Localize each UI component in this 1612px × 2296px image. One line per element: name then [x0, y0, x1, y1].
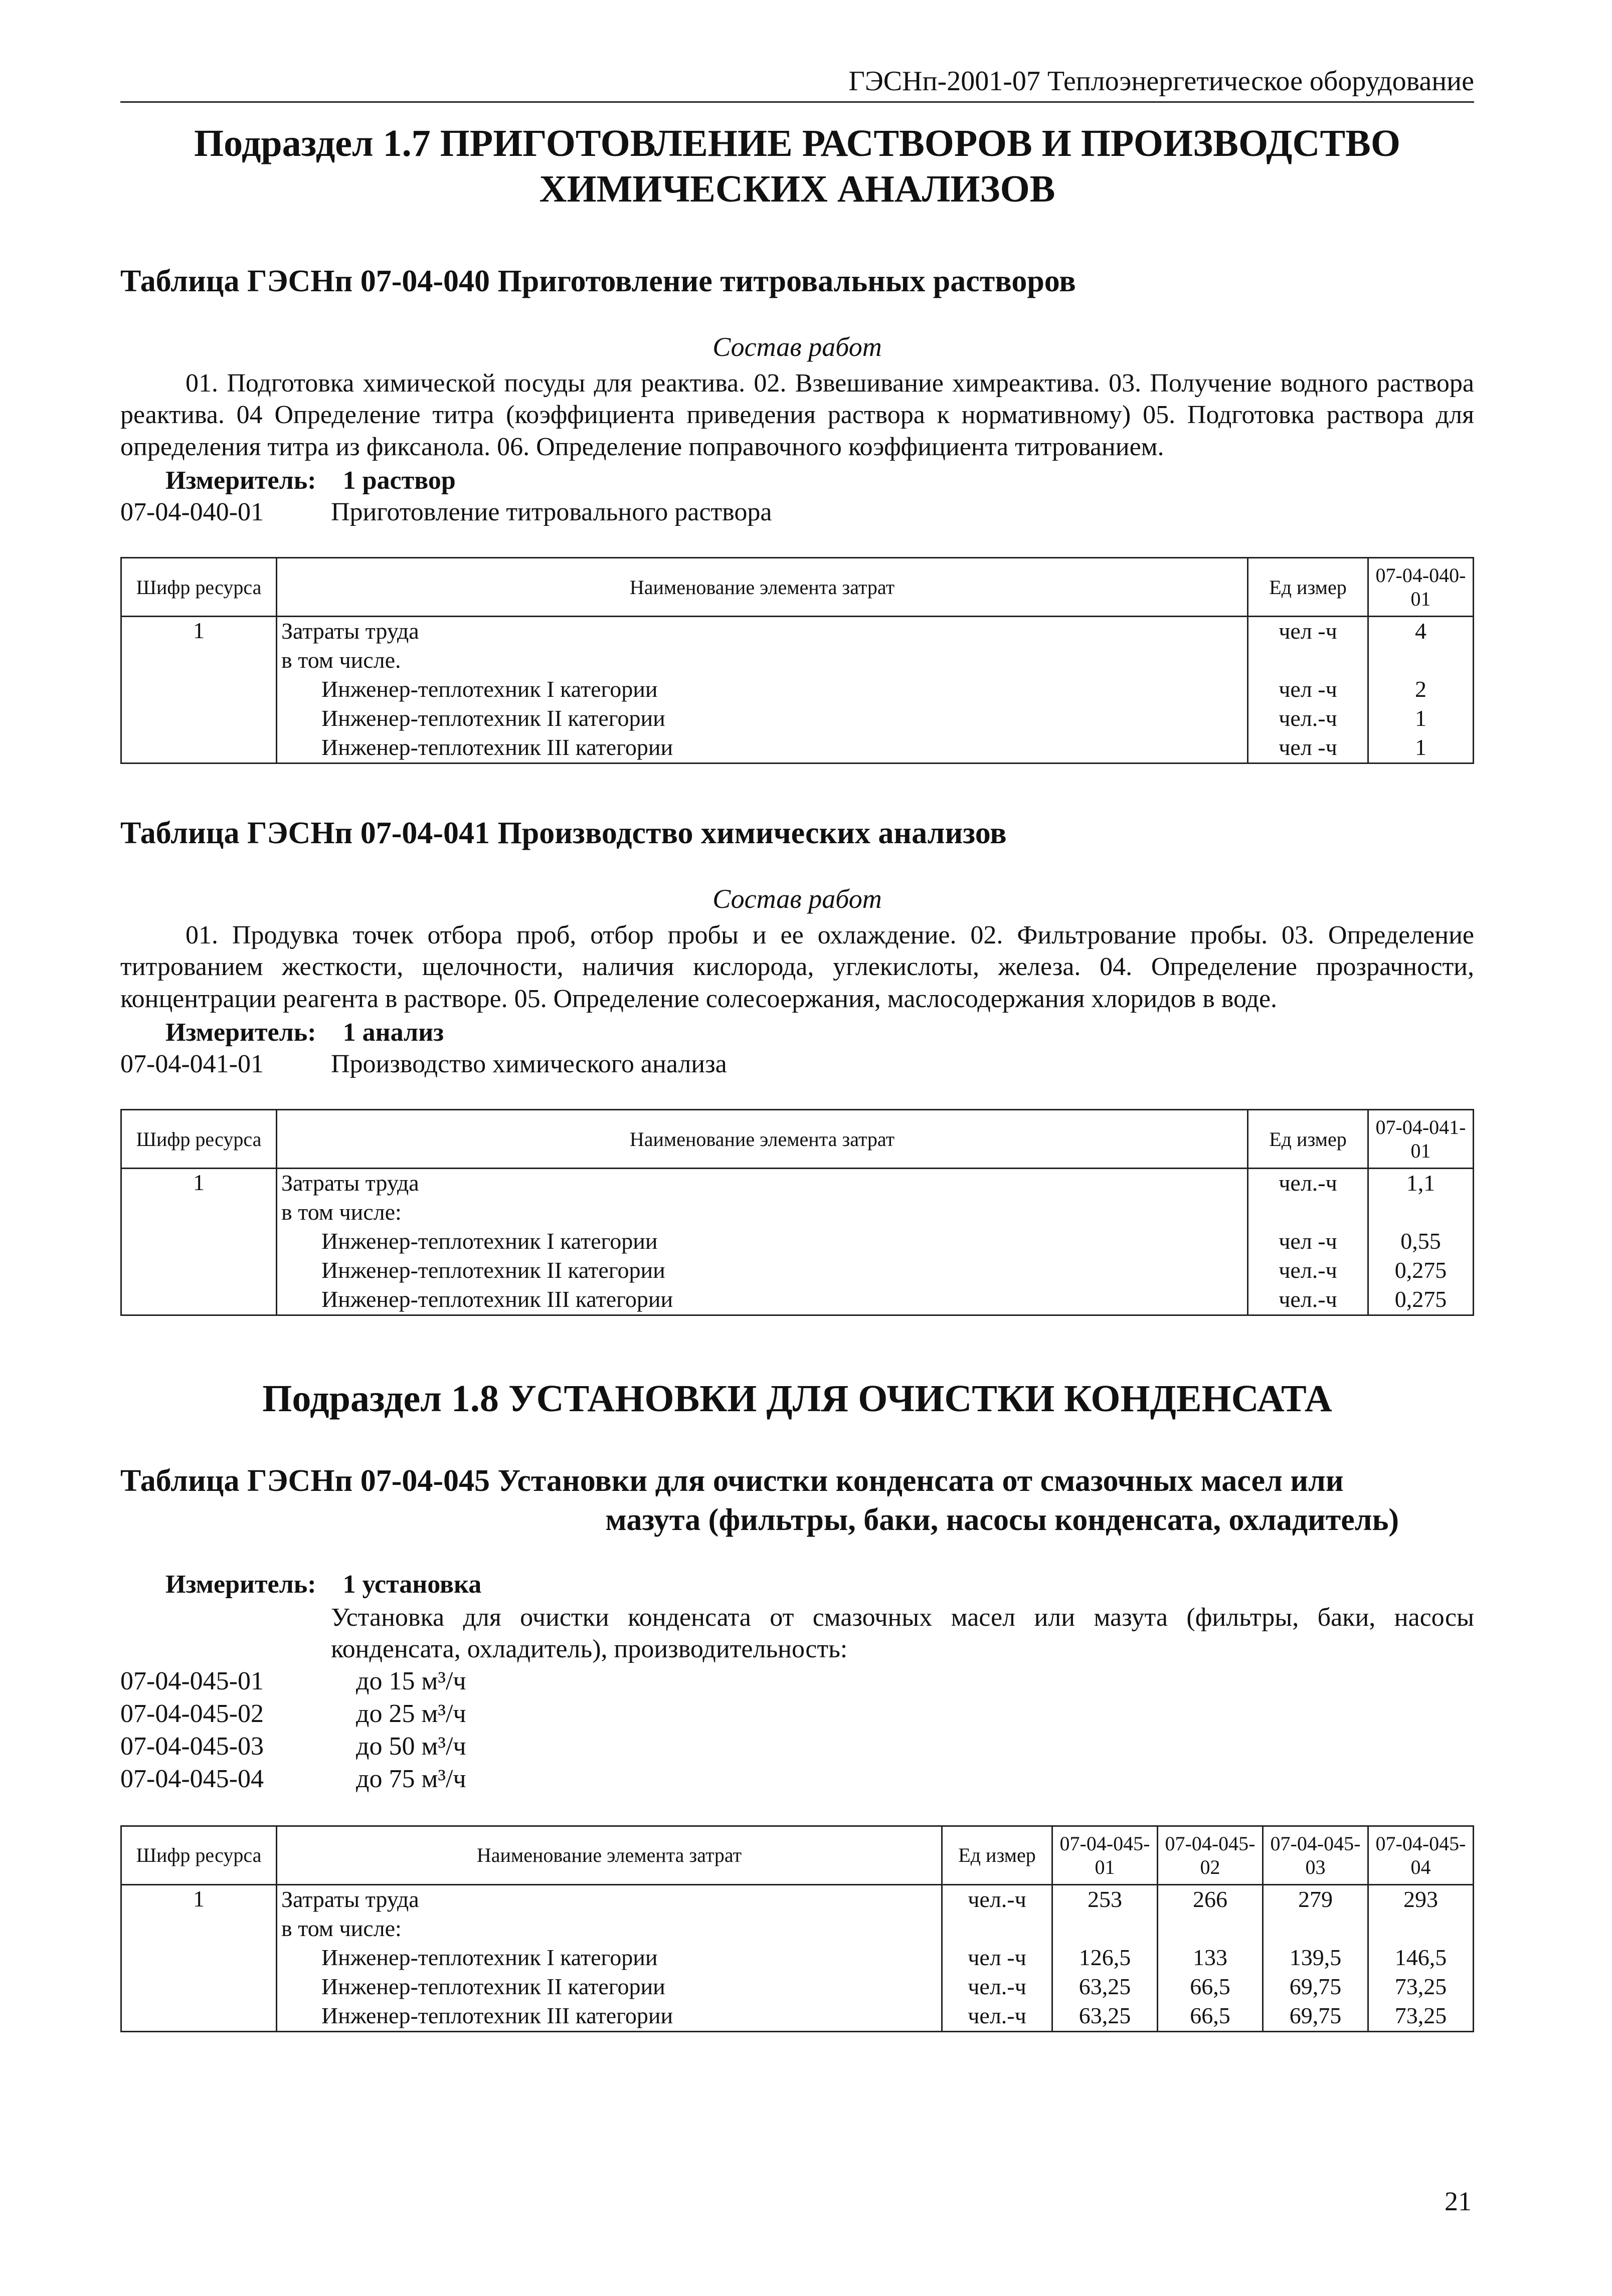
row-name: Затраты труда	[281, 618, 419, 644]
row-values-02	[1158, 1884, 1263, 2031]
table-header-row	[121, 558, 1474, 617]
subsection-1-7-title: Подраздел 1.7 ПРИГОТОВЛЕНИЕ РАСТВОРОВ И ПРОИЗВОДСТВО ХИМИЧЕСКИХ АНАЛИЗОВ	[194, 122, 1400, 211]
table-040-works-text: 01. Подготовка химической посуды для реактива. 02. Взвешивание химреактива. 03. Получение водного раствора реактива. 04 Определение титра (коэффициента приведения раствора к нормативному) 05. Подготовка раствора для определения титра из фиксанола. 06. Определение поправочного коэффициента титрованием.	[120, 368, 1474, 461]
running-header: ГЭСНп-2001-07 Теплоэнергетическое оборудование	[120, 65, 1474, 103]
row-values	[1368, 617, 1474, 763]
item-code: 07-04-045-03	[120, 1732, 264, 1761]
row-value: 279	[1298, 1886, 1333, 1912]
page-number: 21	[1445, 2186, 1472, 2216]
row-value: 253	[1088, 1886, 1122, 1912]
col-header-value: 07-04-045-02	[1158, 1826, 1263, 1884]
row-value: 73,25	[1394, 1973, 1447, 1999]
table-045	[120, 1825, 1474, 2032]
row-values-01	[1052, 1884, 1158, 2031]
row-name: Инженер-теплотехник I категории	[321, 676, 658, 702]
row-value	[1162, 1915, 1258, 1944]
row-name: Инженер-теплотехник II категории	[321, 1973, 665, 1999]
table-040	[120, 557, 1474, 764]
item-code: 07-04-040-01	[120, 498, 264, 527]
table-header-row	[121, 1826, 1474, 1884]
measure-label: Измеритель:	[165, 466, 316, 495]
row-value	[1373, 646, 1469, 675]
row-unit: чел.-ч	[968, 1973, 1026, 1999]
measure-value: 1 раствор	[342, 466, 456, 495]
col-header-value: 07-04-045-01	[1052, 1826, 1158, 1884]
row-unit: чел.-ч	[1279, 705, 1337, 731]
col-header-value: 07-04-040-01	[1368, 558, 1474, 617]
row-value: 0,55	[1400, 1228, 1441, 1254]
col-header-code: Шифр ресурса	[121, 1110, 277, 1169]
table-040-works-caption: Состав работ	[712, 331, 882, 362]
row-values-04	[1368, 1884, 1474, 2031]
col-header-unit: Ед измер	[942, 1826, 1052, 1884]
list-item	[120, 1665, 1474, 1697]
row-name: Инженер-теплотехник III категории	[321, 1286, 673, 1312]
col-header-value: 07-04-045-04	[1368, 1826, 1474, 1884]
row-value: 293	[1403, 1886, 1438, 1912]
measure-value: 1 анализ	[342, 1018, 444, 1047]
col-header-value: 07-04-041-01	[1368, 1110, 1474, 1169]
row-value: 0,275	[1394, 1257, 1447, 1283]
item-capacity: до 25 м³/ч	[356, 1699, 466, 1728]
row-name: Затраты труда	[281, 1886, 419, 1912]
row-value: 126,5	[1079, 1944, 1131, 1970]
row-unit: чел -ч	[1279, 618, 1337, 644]
table-041-title: Таблица ГЭСНп 07-04-041 Производство химических анализов	[120, 816, 1007, 851]
row-unit: чел -ч	[1279, 1228, 1337, 1254]
row-unit: чел -ч	[1279, 676, 1337, 702]
row-names	[277, 617, 1248, 763]
col-header-value: 07-04-045-03	[1263, 1826, 1368, 1884]
item-code: 07-04-045-01	[120, 1666, 264, 1695]
table-045-title-line1: Таблица ГЭСНп 07-04-045 Установки для очистки конденсата от смазочных масел или	[120, 1464, 1344, 1498]
row-name: Затраты труда	[281, 1170, 419, 1196]
col-header-unit: Ед измер	[1248, 1110, 1368, 1169]
row-name: Инженер-теплотехник I категории	[321, 1944, 658, 1970]
row-value: 1,1	[1406, 1170, 1436, 1196]
item-capacity: до 75 м³/ч	[356, 1764, 466, 1793]
row-value: 69,75	[1289, 1973, 1342, 1999]
item-code: 07-04-045-02	[120, 1699, 264, 1728]
row-unit: чел -ч	[968, 1944, 1026, 1970]
col-header-name: Наименование элемента затрат	[277, 558, 1248, 617]
col-header-name: Наименование элемента затрат	[277, 1826, 942, 1884]
table-041-measure	[120, 1018, 1474, 1047]
row-code: 1	[121, 1884, 277, 2031]
table-041-works-caption: Состав работ	[712, 883, 882, 914]
row-unit: чел.-ч	[1279, 1170, 1337, 1196]
table-041-code-line	[120, 1049, 1474, 1079]
list-item	[120, 1697, 1474, 1730]
row-value: 139,5	[1289, 1944, 1342, 1970]
item-desc: Производство химического анализа	[331, 1050, 727, 1078]
row-value: 0,275	[1394, 1286, 1447, 1312]
row-value: 66,5	[1190, 1973, 1230, 1999]
table-row	[121, 1884, 1474, 2031]
row-unit: чел.-ч	[968, 2002, 1026, 2028]
col-header-name: Наименование элемента затрат	[277, 1110, 1248, 1169]
row-value	[1268, 1915, 1363, 1944]
row-value: 73,25	[1394, 2002, 1447, 2028]
row-name: в том числе.	[281, 647, 401, 673]
table-row	[121, 1169, 1474, 1315]
subsection-1-8-title: Подраздел 1.8 УСТАНОВКИ ДЛЯ ОЧИСТКИ КОНДЕНСАТА	[262, 1378, 1332, 1420]
row-code: 1	[121, 1169, 277, 1315]
row-units	[1248, 1169, 1368, 1315]
list-item	[120, 1763, 1474, 1795]
row-value	[1373, 1198, 1469, 1227]
row-value: 1	[1415, 734, 1426, 760]
table-041	[120, 1109, 1474, 1316]
table-row	[121, 617, 1474, 763]
row-value: 63,25	[1079, 2002, 1131, 2028]
row-unit: чел -ч	[1279, 734, 1337, 760]
row-value: 1	[1415, 705, 1426, 731]
row-unit	[947, 1915, 1047, 1944]
table-045-title-line2: мазута (фильтры, баки, насосы конденсата, охладитель)	[605, 1502, 1399, 1537]
measure-label: Измеритель:	[165, 1018, 316, 1047]
row-name: Инженер-теплотехник II категории	[321, 705, 665, 731]
table-040-title: Таблица ГЭСНп 07-04-040 Приготовление титровальных растворов	[120, 264, 1076, 299]
row-value: 63,25	[1079, 1973, 1131, 1999]
row-name: в том числе:	[281, 1199, 402, 1225]
row-values-03	[1263, 1884, 1368, 2031]
measure-value: 1 установка	[342, 1570, 482, 1599]
row-unit	[1252, 646, 1363, 675]
row-value: 133	[1193, 1944, 1227, 1970]
row-value	[1373, 1915, 1469, 1944]
table-045-measure	[120, 1570, 1474, 1599]
row-code: 1	[121, 617, 277, 763]
table-045-title	[120, 1462, 1474, 1540]
row-value: 4	[1415, 618, 1426, 644]
item-code: 07-04-045-04	[120, 1764, 264, 1793]
row-value: 2	[1415, 676, 1426, 702]
row-name: Инженер-теплотехник III категории	[321, 2002, 673, 2028]
row-name: Инженер-теплотехник I категории	[321, 1228, 658, 1254]
col-header-unit: Ед измер	[1248, 558, 1368, 617]
row-value: 69,75	[1289, 2002, 1342, 2028]
table-040-measure	[120, 466, 1474, 495]
table-040-code-line	[120, 497, 1474, 527]
table-header-row	[121, 1110, 1474, 1169]
list-item	[120, 1730, 1474, 1763]
row-units	[1248, 617, 1368, 763]
measure-label: Измеритель:	[165, 1570, 316, 1599]
row-unit: чел.-ч	[1279, 1286, 1337, 1312]
row-names	[277, 1169, 1248, 1315]
document-page	[120, 65, 1474, 2032]
table-041-works-text: 01. Продувка точек отбора проб, отбор пробы и ее охлаждение. 02. Фильтрование пробы. 03. Определение титрованием жесткости, щелочности, наличия кислорода, углекислоты, железа. 04. Определение прозрачности, концентрации реагента в растворе. 05. Определение солесоержания, маслосодержания хлоридов в воде.	[120, 920, 1474, 1013]
item-capacity: до 15 м³/ч	[356, 1666, 466, 1695]
item-capacity: до 50 м³/ч	[356, 1732, 466, 1761]
row-unit: чел.-ч	[1279, 1257, 1337, 1283]
item-code: 07-04-041-01	[120, 1050, 264, 1078]
row-name: Инженер-теплотехник III категории	[321, 734, 673, 760]
row-name: в том числе:	[281, 1915, 402, 1941]
row-values	[1368, 1169, 1474, 1315]
table-045-item-desc: Установка для очистки конденсата от смазочных масел или мазута (фильтры, баки, насосы конденсата, охладитель), производительность:	[331, 1603, 1474, 1663]
row-unit: чел.-ч	[968, 1886, 1026, 1912]
col-header-code: Шифр ресурса	[121, 558, 277, 617]
row-name: Инженер-теплотехник II категории	[321, 1257, 665, 1283]
row-names	[277, 1884, 942, 2031]
row-unit	[1252, 1198, 1363, 1227]
row-value: 266	[1193, 1886, 1227, 1912]
row-value: 146,5	[1394, 1944, 1447, 1970]
row-value: 66,5	[1190, 2002, 1230, 2028]
row-units	[942, 1884, 1052, 2031]
col-header-code: Шифр ресурса	[121, 1826, 277, 1884]
row-value	[1057, 1915, 1153, 1944]
item-desc: Приготовление титровального раствора	[331, 498, 772, 527]
